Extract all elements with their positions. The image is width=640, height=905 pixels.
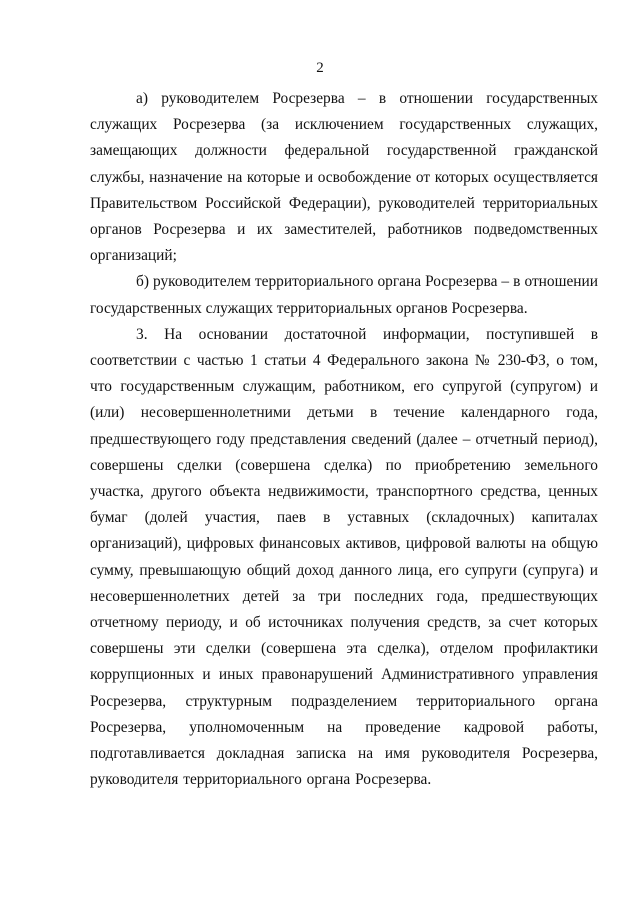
- document-body: [90, 86, 598, 793]
- page-number: 2: [316, 60, 324, 76]
- paragraph-a: а) руководителем Росрезерва – в отношении государственных служащих Росрезерва (за исключением государственных служащих, замещающих должности федеральной государственной гражданской службы, назначение на которые и освобождение от которых осуществляется Правительством Российской Федерации), руководителей территориальных органов Росрезерва и их заместителей, работников подведомственных организаций;: [90, 90, 598, 265]
- paragraph-3: 3. На основании достаточной информации, поступившей в соответствии с частью 1 статьи 4 Федерального закона № 230-ФЗ, о том, что государственным служащим, работником, его супругой (супругом) и (или) несовершеннолетними детьми в течение календарного года, предшествующего году представления сведений (далее – отчетный период), совершены сделки (совершена сделка) по приобретению земельного участка, другого объекта недвижимости, транспортного средства, ценных бумаг (долей участия, паев в уставных (складочных) капиталах организаций), цифровых финансовых активов, цифровой валюты на общую сумму, превышающую общий доход данного лица, его супруги (супруга) и несовершеннолетних детей за три последних года, предшествующих отчетному периоду, и об источниках получения средств, за счет которых совершены эти сделки (совершена эта сделка), отделом профилактики коррупционных и иных правонарушений Административного управления Росрезерва, структурным подразделением территориального органа Росрезерва, уполномоченным на проведение кадровой работы, подготавливается докладная записка на имя руководителя Росрезерва, руководителя территориального органа Росрезерва.: [90, 325, 598, 789]
- paragraph-b: б) руководителем территориального органа Росрезерва – в отношении государственных служащих территориальных органов Росрезерва.: [90, 273, 598, 317]
